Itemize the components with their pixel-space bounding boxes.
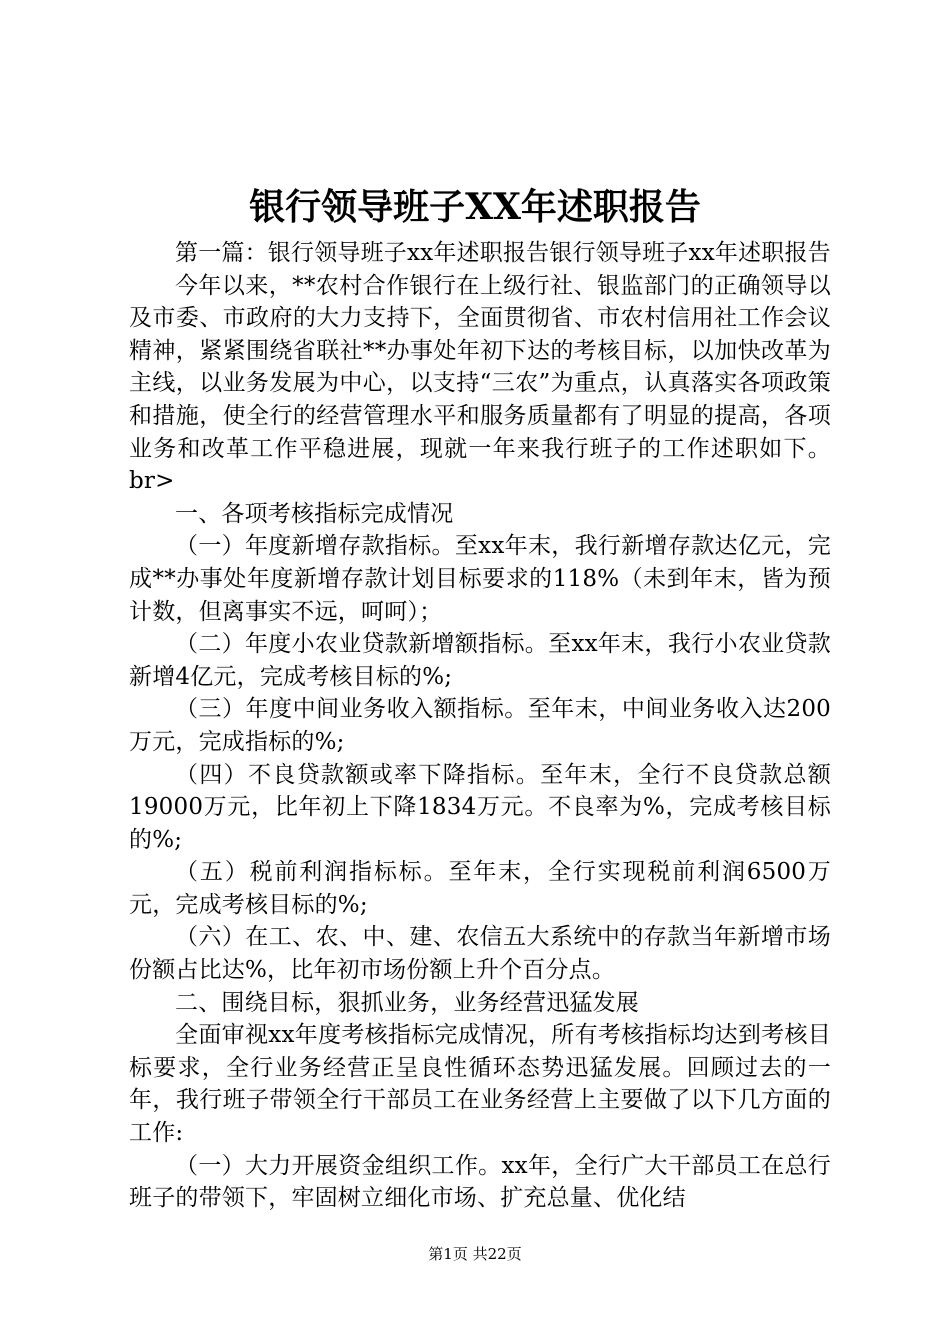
paragraph: 第一篇：银行领导班子xx年述职报告银行领导班子xx年述职报告 xyxy=(175,240,831,266)
paragraph: （四）不良贷款额或率下降指标。至年末，全行不良贷款总额19000万元，比年初上下降1834万元。不良率为%，完成考核目标的%; xyxy=(129,761,831,853)
document-body xyxy=(129,237,831,1215)
section-heading: 一、各项考核指标完成情况 xyxy=(175,500,454,527)
paragraph: （一）大力开展资金组织工作。xx年，全行广大干部员工在总行班子的带领下，牢固树立细化市场、扩充总量、优化结 xyxy=(129,1152,831,1212)
section-heading: 二、围绕目标，狠抓业务，业务经营迅猛发展 xyxy=(175,989,639,1016)
paragraph: （三）年度中间业务收入额指标。至年末，中间业务收入达200万元，完成指标的%; xyxy=(129,696,831,755)
paragraph: 今年以来，**农村合作银行在上级行社、银监部门的正确领导以及市委、市政府的大力支持下，全面贯彻省、市农村信用社工作会议精神，紧紧围绕省联社**办事处年初下达的考核目标，以加快改革为主线，以业务发展为中心，以支持“三农”为重点，认真落实各项政策和措施，使全行的经营管理水平和服务质量都有了明显的提高，各项业务和改革工作平稳进展，现就一年来我行班子的工作述职如下。br> xyxy=(129,272,831,495)
paragraph: （一）年度新增存款指标。至xx年末，我行新增存款达亿元，完成**办事处年度新增存款计划目标要求的118%（未到年末，皆为预计数，但离事实不远，呵呵）； xyxy=(129,533,831,625)
page-number-footer: 第1页 共22页 xyxy=(428,1245,522,1263)
document-title: 银行领导班子XX年述职报告 xyxy=(249,186,701,228)
paragraph: （六）在工、农、中、建、农信五大系统中的存款当年新增市场份额占比达%，比年初市场份额上升个百分点。 xyxy=(129,924,831,984)
paragraph: （五）税前利润指标标。至年末，全行实现税前利润6500万元，完成考核目标的%; xyxy=(129,859,831,918)
paragraph: 全面审视xx年度考核指标完成情况，所有考核指标均达到考核目标要求，全行业务经营正呈良性循环态势迅猛发展。回顾过去的一年，我行班子带领全行干部员工在业务经营上主要做了以下几方面的工作: xyxy=(129,1022,831,1147)
paragraph: （二）年度小农业贷款新增额指标。至xx年末，我行小农业贷款新增4亿元，完成考核目标的%; xyxy=(129,631,831,690)
